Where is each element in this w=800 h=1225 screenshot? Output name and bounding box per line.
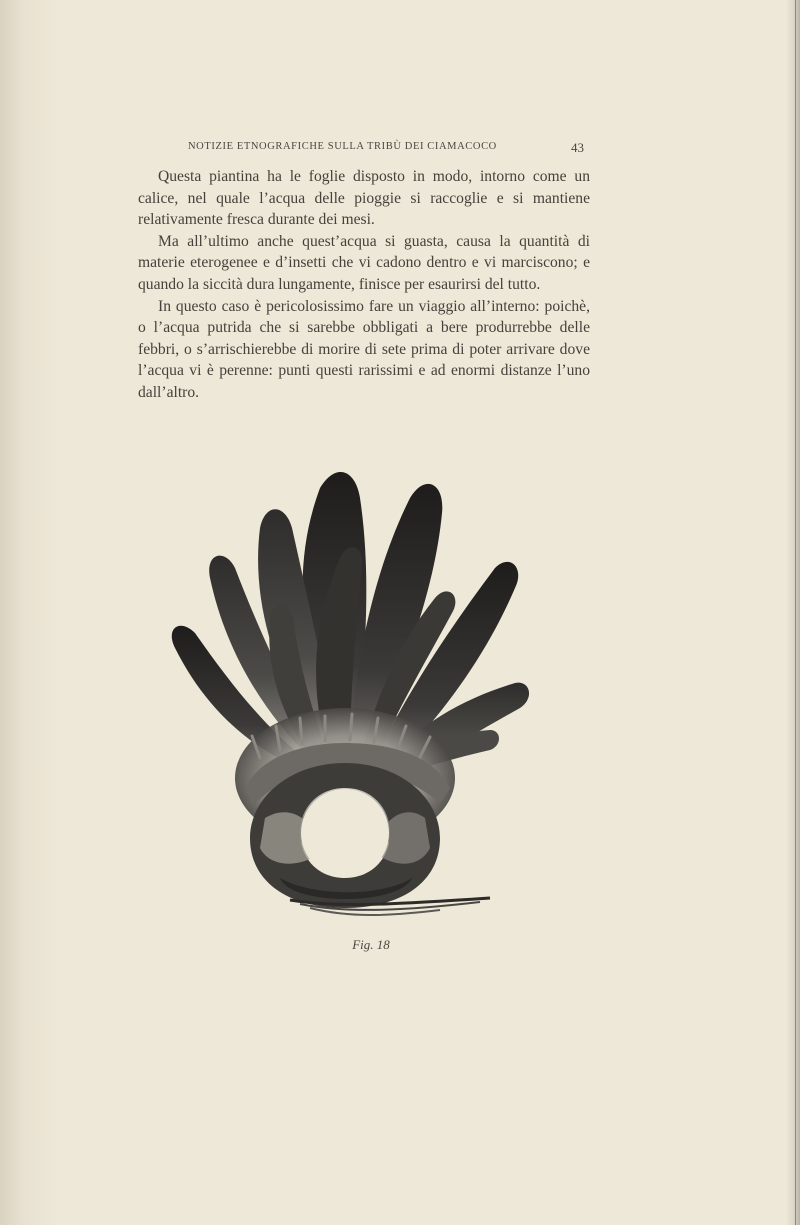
paragraph: Questa piantina ha le foglie disposto in modo, intorno come un calice, nel quale l’acqua delle pioggie si raccoglie e si mantiene relativamente fresca durante dei mesi. bbox=[138, 168, 590, 229]
figure-headdress bbox=[150, 458, 540, 928]
headdress-ring bbox=[250, 763, 440, 908]
paragraph: In questo caso è pericolosissimo fare un viaggio all’interno: poichè, o l’acqua putrida che si sarebbe obbligati a bere produrrebbe delle febbri, o s’arrischierebbe di morire di sete prima di poter arrivare dove l’acqua vi è perenne: punti questi rarissimi e ad enormi distanze l’uno dall’altro. bbox=[138, 297, 590, 401]
body-text bbox=[138, 166, 590, 404]
page-number: 43 bbox=[571, 140, 584, 155]
page-edge bbox=[795, 0, 796, 1225]
paragraph: Ma all’ultimo anche quest’acqua si guasta, causa la quantità di materie eterogenee e d’insetti che vi cadono dentro e vi marciscono; e quando la siccità dura lungamente, finisce per esaurirsi del tutto. bbox=[138, 232, 590, 293]
running-head bbox=[188, 140, 584, 155]
figure-caption: Fig. 18 bbox=[352, 937, 390, 952]
running-head-title: NOTIZIE ETNOGRAFICHE SULLA TRIBÙ DEI CIAMACOCO bbox=[188, 141, 497, 152]
feather-headdress-illustration bbox=[150, 458, 540, 928]
